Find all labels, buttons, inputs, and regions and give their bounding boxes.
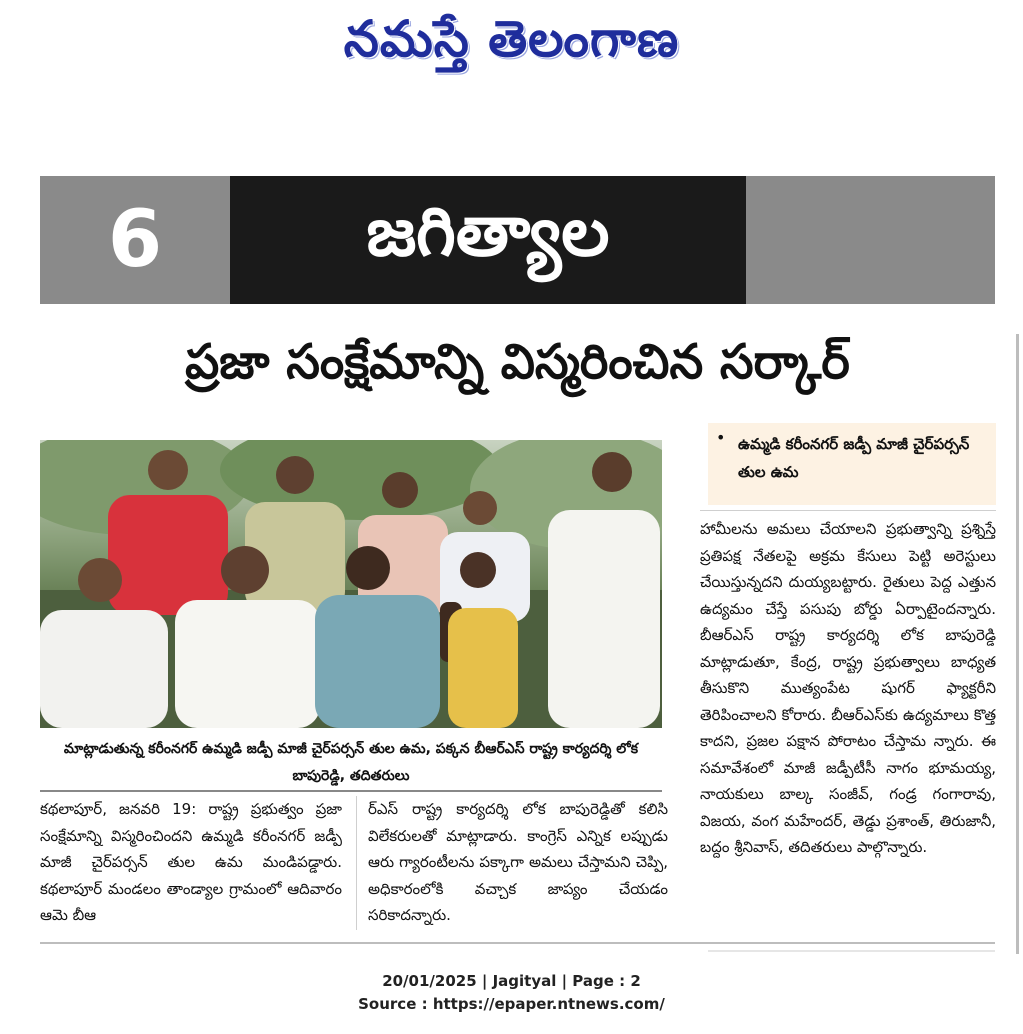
group-photo-illustration — [40, 440, 662, 728]
caption-divider — [40, 790, 662, 792]
column-top-divider — [700, 510, 996, 511]
highlight-text: ఉమ్మడి కరీంనగర్ జడ్పీ మాజీ చైర్‌పర్సన్ తుల ఉమ — [738, 435, 970, 481]
article-column-3 — [700, 516, 996, 861]
column-divider — [356, 796, 357, 930]
bottom-divider-secondary — [708, 950, 995, 952]
article-paragraph: ర్‌ఎస్ రాష్ట్ర కార్యదర్శి లోక బాపురెడ్డితో కలిసి విలేకరులతో మాట్లాడారు. కాంగ్రెస్ ఎన్నిక లప్పుడు ఆరు గ్యారంటీలను పక్కాగా అమలు చేస్తామని చెప్పి, అధికారంలోకి వచ్చాక జాప్యం చేయడం సరికాదన్నారు. — [368, 800, 668, 924]
bullet-icon: • — [716, 428, 726, 447]
section-title: జగిత్యాల — [230, 176, 746, 304]
photo-caption: మాట్లాడుతున్న కరీంనగర్ ఉమ్మడి జడ్పీ మాజీ చైర్‌పర్సన్ తుల ఉమ, పక్కన బీఆర్‌ఎస్ రాష్ట్ర కార్యదర్శి లోక బాపురెడ్డి, తదితరులు — [63, 741, 639, 784]
newspaper-masthead: నమస్తే తెలంగాణ — [343, 10, 680, 68]
page-number: 6 — [107, 195, 163, 285]
right-edge-divider — [1016, 334, 1019, 954]
news-photo — [40, 440, 662, 728]
footer-date-edition: 20/01/2025 | Jagityal | Page : 2 — [382, 972, 641, 990]
article-column-1 — [40, 796, 342, 929]
article-column-2 — [368, 796, 668, 929]
footer-source-link[interactable]: Source : https://epaper.ntnews.com/ — [358, 995, 665, 1013]
bottom-divider — [40, 942, 995, 944]
article-paragraph: కథలాపూర్, జనవరి 19: రాష్ట్ర ప్రభుత్వం ప్రజా సంక్షేమాన్ని విస్మరించిందని ఉమ్మడి కరీంనగర్ జడ్పీ మాజీ చైర్‌పర్సన్ తుల ఉమ మండిపడ్డారు. కథలాపూర్ మండలం తాండ్యాల గ్రామంలో ఆదివారం ఆమె బీఆ — [40, 800, 342, 924]
article-headline: ప్రజా సంక్షేమాన్ని విస్మరించిన సర్కార్ — [185, 334, 850, 390]
article-paragraph: హామీలను అమలు చేయాలని ప్రభుత్వాన్ని ప్రశ్నిస్తే ప్రతిపక్ష నేతలపై అక్రమ కేసులు పెట్టి అరెస్టులు చేయిస్తున్నదని దుయ్యబట్టారు. రైతులు పెద్ద ఎత్తున ఉద్యమం చేస్తే పసుపు బోర్డు ఏర్పాటైందన్నారు. బీఆర్‌ఎస్ రాష్ట్ర కార్యదర్శి లోక బాపురెడ్డి మాట్లాడుతూ, కేంద్ర, రాష్ట్ర ప్రభుత్వాలు బాధ్యత తీసుకొని ముత్యంపేట షుగర్ ఫ్యాక్టరీని తెరిపించాలని కోరారు. బీఆర్‌ఎస్‌కు ఉద్యమాలు కొత్త కాదని, ప్రజల పక్షాన పోరాటం చేస్తామ న్నారు. ఈ సమావేశంలో మాజీ జడ్పీటీసీ నాగం భూమయ్య, నాయకులు బాల్క సంజీవ్, గండ్ర గంగారావు, విజయ, వంగ మహేందర్, తెడ్డు ప్రశాంత్, తిరుజానీ, బద్దం శ్రీనివాస్, తదితరులు పాల్గొన్నారు. — [700, 520, 996, 856]
